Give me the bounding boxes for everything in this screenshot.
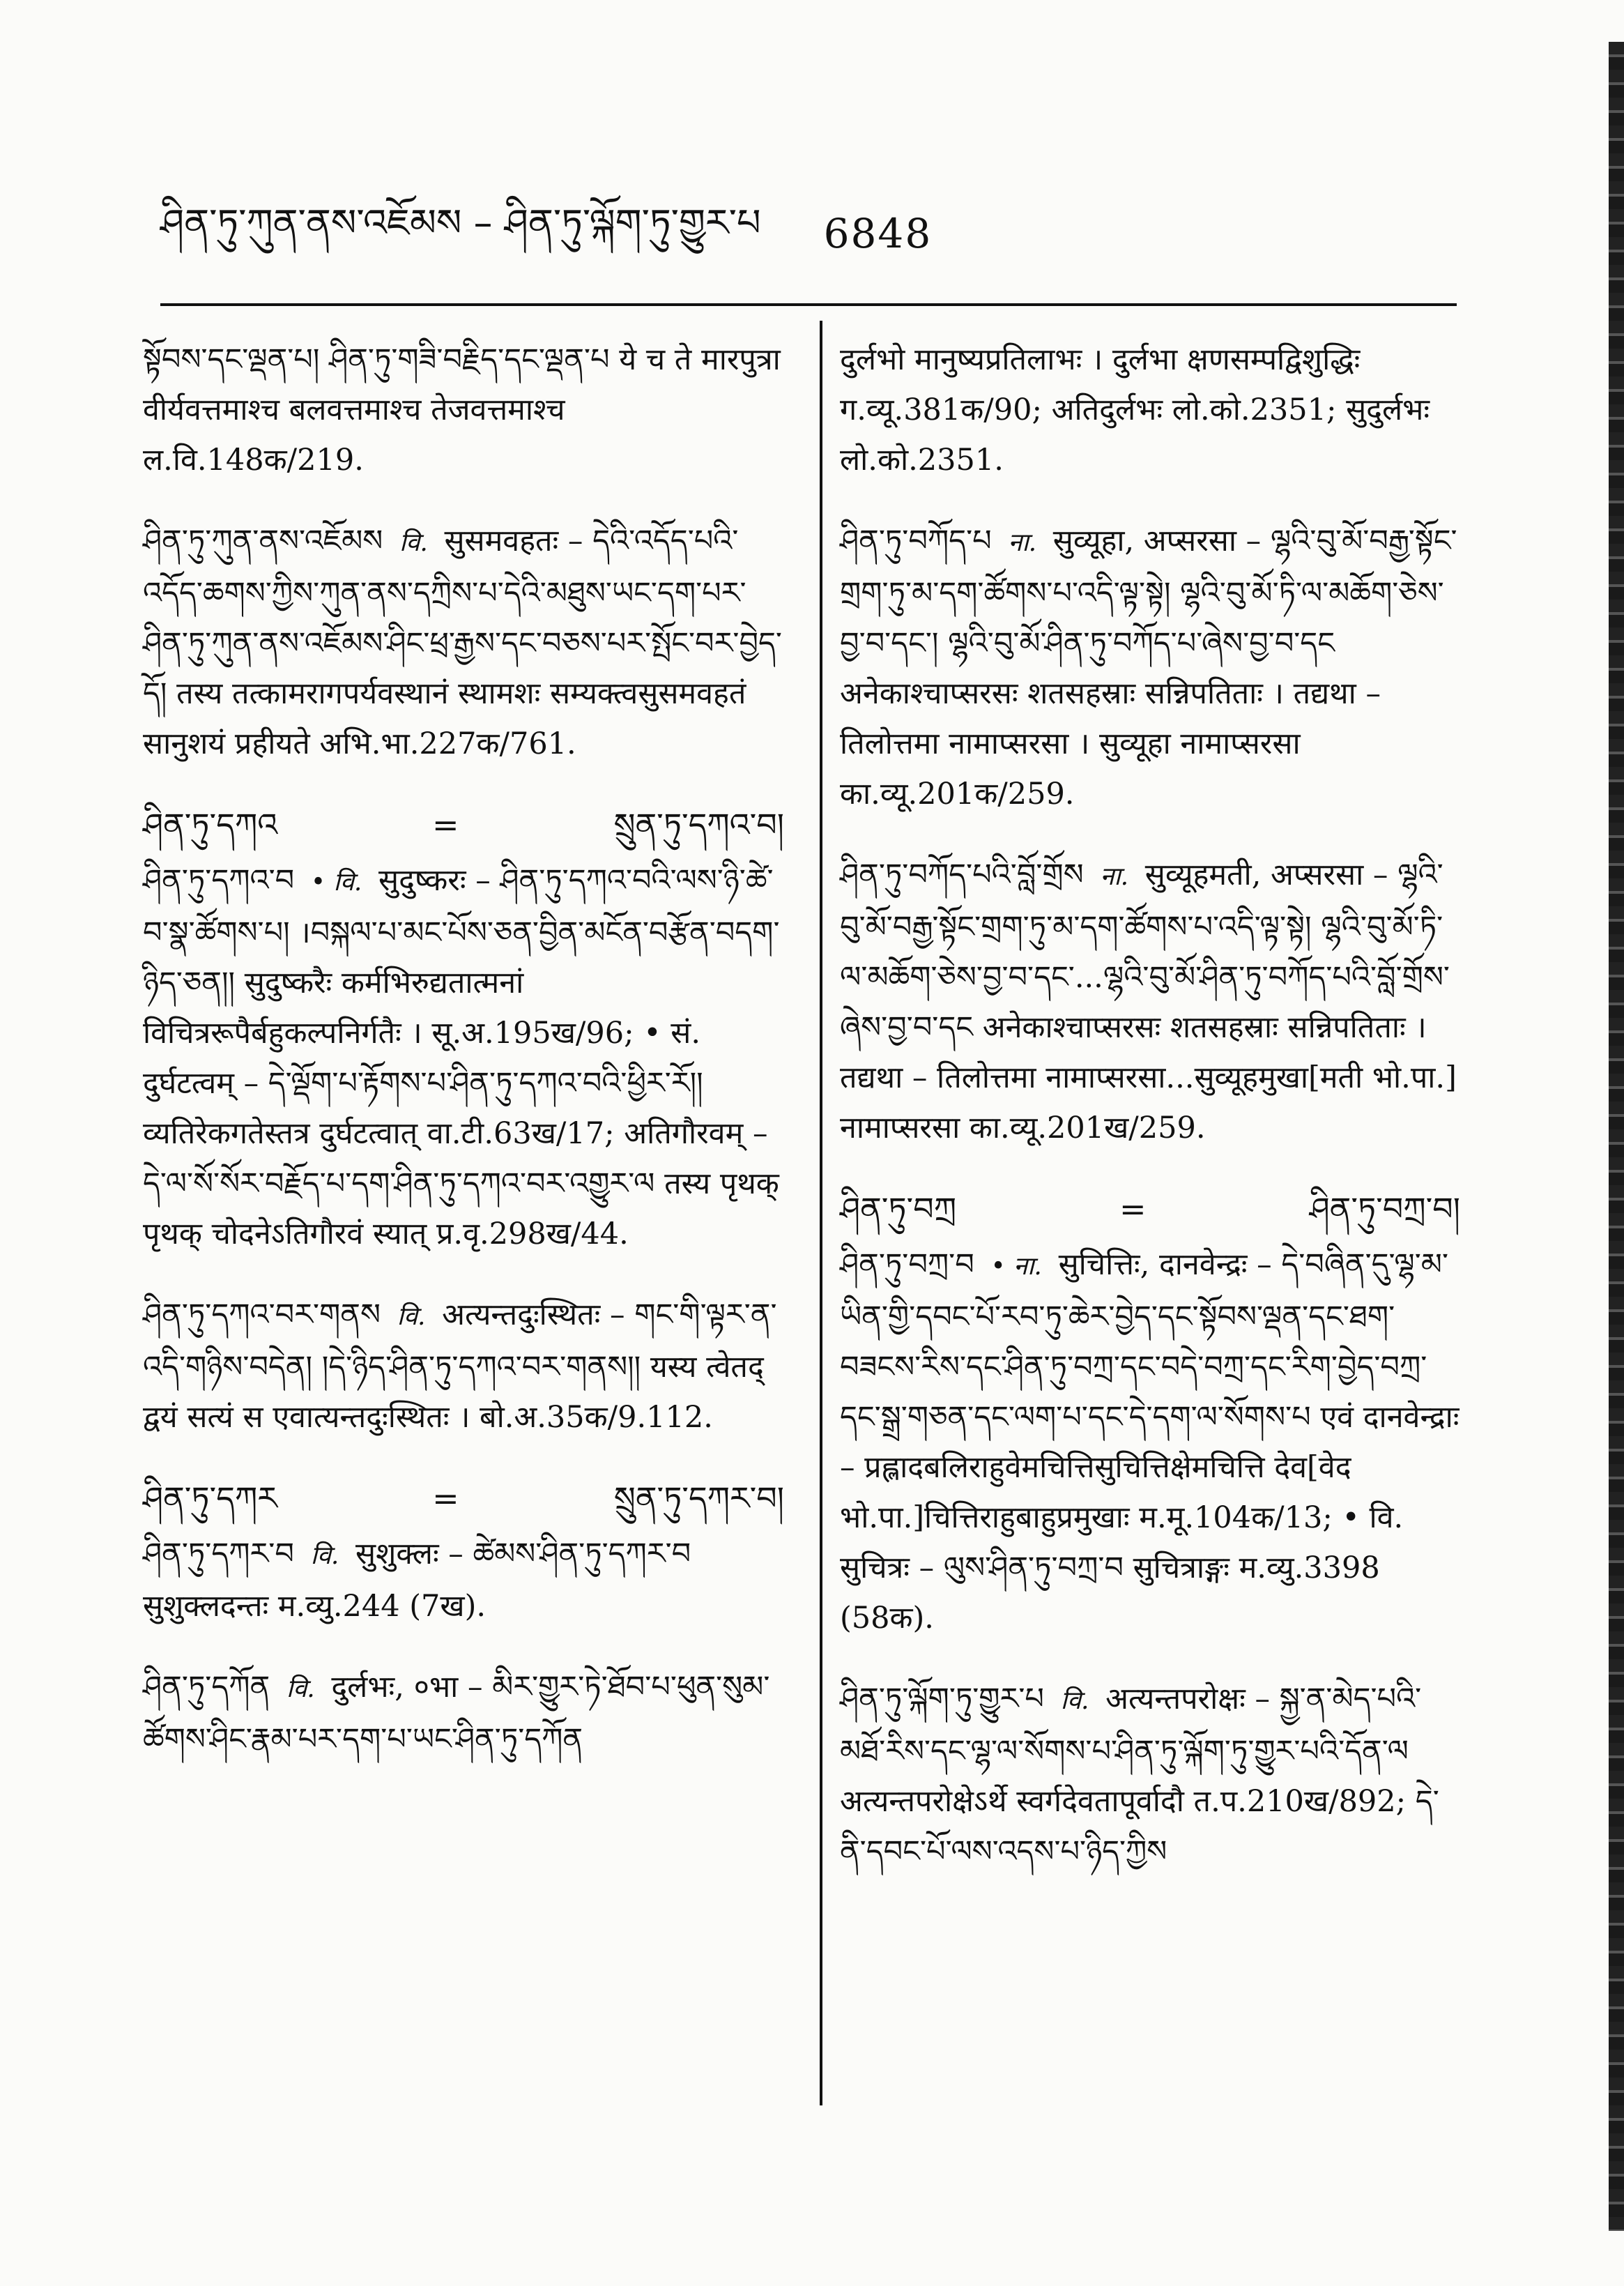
entry-pos: वि. — [310, 1541, 339, 1570]
left-column — [143, 335, 784, 1795]
entry-pos: ना. — [1100, 862, 1129, 891]
running-head: ཤིན་ཏུ་ཀུན་ནས་འཇོམས – ཤིན་ཏུ་ལྐོག་ཏུ་གྱུར་པ — [160, 201, 761, 245]
entry-body: སྟོབས་དང་ལྡན་པ། ཤིན་ཏུ་གཟི་བརྗིད་དང་ལྡན་པ ये च ते मारपुत्रा वीर्यवत्तमाश्च बलवत्तमाश्च तेजवत्तमाश्च ल.वि.148क/219. — [143, 342, 781, 478]
dictionary-entry — [840, 1240, 1460, 1643]
dictionary-entry — [143, 1529, 784, 1631]
dictionary-entry — [143, 1290, 784, 1442]
entry-pos: वि. — [286, 1675, 315, 1703]
entry-body: सुशुक्लः – ཚེམས་ཤིན་ཏུ་དཀར་བ सुशुक्लदन्तः म.व्यु.244 (7ख). — [143, 1537, 691, 1624]
entry-pos: • ना. — [990, 1252, 1042, 1281]
dictionary-entry — [143, 855, 784, 1259]
xref-target: སྲུན་ཏུ་དཀར་བ། — [613, 1479, 784, 1517]
entry-lemma: ཤིན་ཏུ་བཀྲ་བ — [840, 1247, 974, 1282]
dictionary-entry — [840, 850, 1460, 1153]
scan-edge — [1609, 42, 1624, 2231]
entry-pos: वि. — [397, 1302, 426, 1331]
dictionary-entry — [840, 516, 1460, 819]
entry-pos: वि. — [1060, 1686, 1089, 1715]
equals-sign: = — [432, 806, 459, 844]
entry-body: सुव्यूहा, अप्सरसा – ལྷའི་བུ་མོ་བརྒྱ་སྟོང་གྲག་ཏུ་མ་དག་ཚོགས་པ་འདི་ལྟ་སྟེ། ལྷའི་བུ་མོ་ཏི་ལ་མཆོག་ཅེས་བྱ་བ་དང་། ལྷའི་བུ་མོ་ཤིན་ཏུ་བཀོད་པ་ཞེས་བྱ་བ་དང अनेकाश्चाप्सरसः शतसहस्राः सन्निपतिताः । तद्यथा – तिलोत्तमा नामाप्सरसा । सुव्यूहा नामाप्सरसा का.व्यू.201क/259. — [840, 524, 1457, 811]
xref-target: ཤིན་ཏུ་བཀྲ་བ། — [1309, 1190, 1460, 1228]
equals-sign: = — [1119, 1190, 1147, 1228]
xref-target: སྲུན་ཏུ་དཀའ་བ། — [613, 806, 784, 844]
entry-lemma: ཤིན་ཏུ་དཀར — [143, 1479, 277, 1517]
entry-lemma: ཤིན་ཏུ་དཀོན — [143, 1670, 270, 1705]
dictionary-entry — [143, 1662, 784, 1765]
cross-reference — [143, 800, 784, 850]
cross-reference — [840, 1184, 1460, 1234]
entry-lemma: ཤིན་ཏུ་དཀའ་བར་གནས — [143, 1297, 381, 1332]
entry-body: अत्यन्तदुःस्थितः – གང་གི་ལྟར་ན་འདི་གཉིས་བདེན། །དེ་ཉིད་ཤིན་ཏུ་དཀའ་བར་གནས།། यस्य त्वेतद् द्वयं सत्यं स एवात्यन्तदुःस्थितः । बो.अ.35क/9.112. — [143, 1297, 777, 1435]
page-header — [160, 202, 1485, 265]
entry-pos: • वि. — [310, 868, 362, 897]
cross-reference — [143, 1473, 784, 1523]
entry-lemma: ཤིན་ཏུ་ཀུན་ནས་འཇོམས — [143, 524, 383, 558]
entry-lemma: ཤིན་ཏུ་ལྐོག་ཏུ་གྱུར་པ — [840, 1682, 1044, 1716]
entry-body: अत्यन्तपरोक्षः – སྐྱ་ན་མེད་པའི་མཐོ་རིས་དང་ལྷ་ལ་སོགས་པ་ཤིན་ཏུ་ལྐོག་ཏུ་གྱུར་པའི་དོན་ལ अत्यन्तपरोक्षेऽर्थे स्वर्गदेवतापूर्वादौ त.प.210ख/892; དེ་ནི་དབང་པོ་ལས་འདས་པ་ཉིད་ཀྱིས — [840, 1682, 1439, 1869]
entry-lemma: ཤིན་ཏུ་བཀྲ — [840, 1190, 957, 1228]
entry-continuation — [840, 335, 1460, 485]
entry-lemma: ཤིན་ཏུ་བཀོད་པ — [840, 524, 992, 558]
page-number: 6848 — [823, 210, 933, 257]
entry-lemma: ཤིན་ཏུ་དཀའ — [143, 806, 278, 844]
entry-body: सुसमवहतः – དེའི་འདོད་པའི་འདོད་ཆགས་ཀྱིས་ཀུན་ནས་དཀྲིས་པ་དེའི་མཐུས་ཡང་དག་པར་ཤིན་ཏུ་ཀུན་ནས་འཇོམས་ཤིང་ཕྲ་རྒྱས་དང་བཅས་པར་སྤོང་བར་བྱེད་དོ། तस्य तत्कामरागपर्यवस्थानं स्थामशः सम्यक्त्वसुसमवहतं सानुशयं प्रहीयते अभि.भा.227क/761. — [143, 524, 782, 761]
entry-lemma: ཤིན་ཏུ་དཀར་བ — [143, 1537, 294, 1571]
entry-body: दुर्लभो मानुष्यप्रतिलाभः । दुर्लभा क्षणसम्पद्विशुद्धिः ग.व्यू.381क/90; अतिदुर्लभः लो.को.2351; सुदुर्लभः लो.को.2351. — [840, 342, 1430, 478]
column-divider — [820, 321, 822, 2105]
dictionary-entry — [143, 516, 784, 769]
entry-lemma: ཤིན་ཏུ་དཀའ་བ — [143, 863, 295, 898]
header-rule — [160, 303, 1457, 306]
entry-body: सुदुष्करः – ཤིན་ཏུ་དཀའ་བའི་ལས་ཉི་ཚེ་བ་སྣ་ཚོགས་པ། ।བསྐལ་པ་མང་པོས་ཅན་བྱིན་མངོན་བརྩོན་བདག་ཉིད་ཅན།། सुदुष्करैः कर्मभिरुद्यतात्मनां विचित्ररूपैर्बहुकल्पनिर्गतैः । सू.अ.195ख/96; • सं. दुर्घटत्वम् – དེ་ལྡོག་པ་རྟོགས་པ་ཤིན་ཏུ་དཀའ་བའི་ཕྱིར་རོ།། व्यतिरेकगतेस्तत्र दुर्घटत्वात् वा.टी.63ख/17; अतिगौरवम् – དེ་ལ་སོ་སོར་བརྗོད་པ་དག་ཤིན་ཏུ་དཀའ་བར་འགྱུར་ལ तस्य पृथक् पृथक् चोदनेऽतिगौरवं स्यात् प्र.वृ.298ख/44. — [143, 863, 780, 1251]
entry-body: सुव्यूहमती, अप्सरसा – ལྷའི་བུ་མོ་བརྒྱ་སྟོང་གྲག་ཏུ་མ་དག་ཚོགས་པ་འདི་ལྟ་སྟེ། ལྷའི་བུ་མོ་ཏི་ལ་མཆོག་ཅེས་བྱ་བ་དང་...ལྷའི་བུ་མོ་ཤིན་ཏུ་བཀོད་པའི་བློ་གྲོས་ཞེས་བྱ་བ་དང अनेकाश्चाप्सरसः शतसहस्राः सन्निपतिताः । तद्यथा – तिलोत्तमा नामाप्सरसा...सुव्यूहमुखा[मती भो.पा.] नामाप्सरसा का.व्यू.201ख/259. — [840, 858, 1457, 1145]
entry-body: सुचित्तिः, दानवेन्द्रः – དེ་བཞིན་དུ་ལྷ་མ་ཡིན་གྱི་དབང་པོ་རབ་ཏུ་ཆེར་བྱེད་དང་སྟོབས་ལྡན་དང་ཐག་བཟངས་རིས་དང་ཤིན་ཏུ་བཀྲ་དང་བདེ་བཀྲ་དང་རིག་བྱེད་བཀྲ་དང་སྒྲ་གཅན་དང་ལག་པ་དང་དེ་དག་ལ་སོགས་པ एवं दानवेन्द्राः – प्रह्लादबलिराहुवेमचित्तिसुचित्तिक्षेमचित्ति देव[वेद भो.पा.]चित्तिराहुबाहुप्रमुखाः म.मू.104क/13; • वि. सुचित्रः – ལུས་ཤིན་ཏུ་བཀྲ་བ सुचित्राङ्गः म.व्यु.3398 (58क). — [840, 1247, 1460, 1636]
entry-lemma: ཤིན་ཏུ་བཀོད་པའི་བློ་གྲོས — [840, 858, 1084, 892]
entry-continuation — [143, 335, 784, 485]
dictionary-entry — [840, 1674, 1460, 1877]
entry-body: दुर्लभः, ०भा – མིར་གྱུར་ཏེ་ཐོབ་པ་ཕུན་སུམ་ཚོགས་ཤིང་རྣམ་པར་དག་པ་ཡང་ཤིན་ཏུ་དཀོན — [143, 1670, 770, 1757]
equals-sign: = — [432, 1479, 459, 1517]
entry-pos: वि. — [399, 528, 428, 557]
entry-pos: ना. — [1008, 528, 1037, 557]
right-column — [840, 335, 1460, 1907]
